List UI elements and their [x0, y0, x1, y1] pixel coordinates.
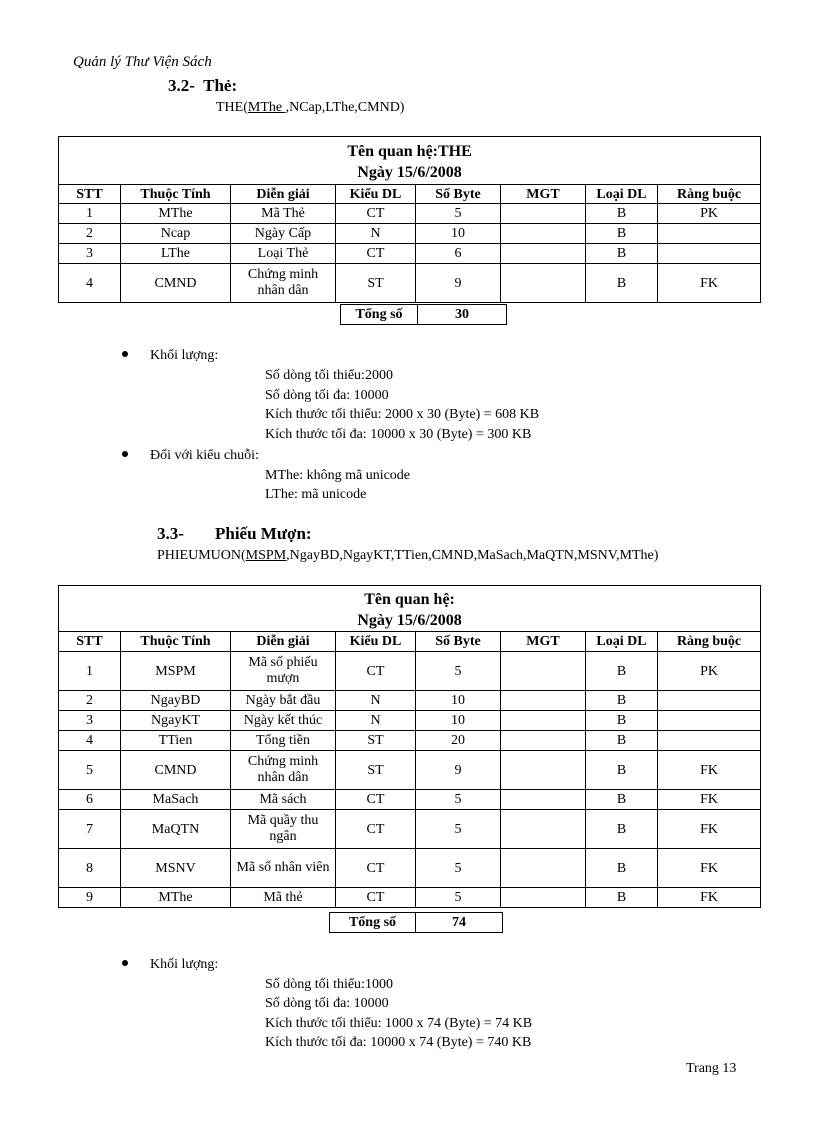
table-cell: NgayKT — [121, 711, 231, 731]
table-cell: 3 — [59, 711, 121, 731]
column-header: Thuộc Tính — [121, 185, 231, 204]
table-cell — [501, 691, 586, 711]
table-cell: Mã quầy thu ngân — [231, 810, 336, 849]
relation-schema — [157, 548, 658, 564]
table-row — [59, 244, 761, 264]
table-cell: Loại Thẻ — [231, 244, 336, 264]
section-number: 3.2- — [168, 76, 195, 95]
table-date: Ngày 15/6/2008 — [357, 611, 462, 629]
bullet-icon — [122, 351, 128, 357]
table-cell: CT — [336, 204, 416, 224]
schema-attributes: ,NCap,LThe,CMND) — [285, 100, 405, 115]
table-cell: Ngày bắt đầu — [231, 691, 336, 711]
table-cell: B — [586, 888, 658, 908]
table-cell: N — [336, 711, 416, 731]
table-cell: Chứng minh nhân dân — [231, 264, 336, 303]
table-cell: FK — [658, 264, 761, 303]
table-cell: 6 — [416, 244, 501, 264]
schema-name: THE( — [216, 100, 248, 115]
page-number: Trang 13 — [686, 1061, 737, 1076]
table-header-row — [59, 185, 761, 204]
table-cell: FK — [658, 790, 761, 810]
bullet-volume-phieumuon — [122, 957, 218, 973]
bullet-label: Khối lượng: — [150, 957, 219, 972]
table-cell: Ngày kết thúc — [231, 711, 336, 731]
relation-table-the — [58, 136, 761, 303]
relation-schema — [216, 100, 404, 116]
string-line: MThe: không mã unicode — [265, 468, 411, 483]
table-cell: 5 — [416, 652, 501, 691]
table-cell: FK — [658, 849, 761, 888]
column-header: Diễn giải — [231, 632, 336, 652]
section-number: 3.3- — [157, 524, 184, 543]
table-cell: 9 — [416, 751, 501, 790]
table-date: Ngày 15/6/2008 — [357, 163, 462, 181]
table-cell: 5 — [416, 204, 501, 224]
column-header: Ràng buộc — [658, 185, 761, 204]
table-cell: 10 — [416, 691, 501, 711]
section-3-2-heading — [168, 76, 237, 96]
table-cell: CT — [336, 244, 416, 264]
table-title-cell — [59, 137, 761, 185]
table-cell: B — [586, 224, 658, 244]
table-row — [59, 790, 761, 810]
table-cell — [658, 711, 761, 731]
volume-line: Số dòng tối đa: 10000 — [265, 996, 389, 1011]
column-header: STT — [59, 632, 121, 652]
table-cell — [501, 751, 586, 790]
table-cell — [501, 731, 586, 751]
table-cell: MSPM — [121, 652, 231, 691]
table-cell: CT — [336, 888, 416, 908]
table-cell: ST — [336, 731, 416, 751]
table-title: Tên quan hệ: — [364, 590, 455, 608]
table-cell — [658, 691, 761, 711]
table-cell: CT — [336, 790, 416, 810]
table-row — [59, 711, 761, 731]
table-title: Tên quan hệ:THE — [347, 142, 472, 160]
total-value: 30 — [418, 305, 507, 325]
table-cell — [501, 652, 586, 691]
table-cell: B — [586, 810, 658, 849]
table-cell: Chứng minh nhân dân — [231, 751, 336, 790]
table-cell: LThe — [121, 244, 231, 264]
table-cell: 4 — [59, 731, 121, 751]
table-cell: PK — [658, 652, 761, 691]
table-cell: B — [586, 790, 658, 810]
table-header-row — [59, 632, 761, 652]
table-cell: 9 — [59, 888, 121, 908]
table-title-cell — [59, 586, 761, 632]
bullet-label: Khối lượng: — [150, 348, 219, 363]
table-row — [59, 849, 761, 888]
table-cell: B — [586, 849, 658, 888]
table-cell — [501, 810, 586, 849]
table-cell: 4 — [59, 264, 121, 303]
table-cell: MSNV — [121, 849, 231, 888]
section-3-3-heading — [157, 524, 312, 544]
table-cell: B — [586, 731, 658, 751]
table-cell: Tổng tiền — [231, 731, 336, 751]
table-row — [59, 888, 761, 908]
column-header: Loại DL — [586, 632, 658, 652]
table-cell: Ncap — [121, 224, 231, 244]
table-cell: 6 — [59, 790, 121, 810]
bullet-volume-the — [122, 348, 218, 364]
table-cell: CMND — [121, 264, 231, 303]
table-cell: MThe — [121, 204, 231, 224]
table-cell: Mã Thẻ — [231, 204, 336, 224]
table-cell: 9 — [416, 264, 501, 303]
table-row — [59, 810, 761, 849]
total-row-phieumuon — [329, 912, 503, 933]
table-cell: 7 — [59, 810, 121, 849]
table-cell: Ngày Cấp — [231, 224, 336, 244]
table-cell — [501, 244, 586, 264]
table-cell — [658, 244, 761, 264]
schema-primary-key: MSPM — [245, 548, 287, 563]
table-cell: B — [586, 264, 658, 303]
table-cell — [501, 711, 586, 731]
table-cell: Mã số nhân viên — [231, 849, 336, 888]
total-row-the — [340, 304, 507, 325]
table-row — [59, 691, 761, 711]
table-cell — [501, 224, 586, 244]
total-label: Tổng số — [341, 305, 418, 325]
volume-line: Số dòng tối thiểu:2000 — [265, 368, 393, 383]
volume-line: Số dòng tối thiểu:1000 — [265, 977, 393, 992]
table-cell: Mã số phiếu mượn — [231, 652, 336, 691]
column-header: Số Byte — [416, 185, 501, 204]
volume-line: Số dòng tối đa: 10000 — [265, 388, 389, 403]
table-cell — [501, 264, 586, 303]
column-header: MGT — [501, 632, 586, 652]
section-title: Phiếu Mượn: — [215, 524, 312, 543]
table-cell: ST — [336, 751, 416, 790]
table-cell: B — [586, 244, 658, 264]
table-row — [59, 204, 761, 224]
table-cell: 5 — [416, 849, 501, 888]
table-cell: 2 — [59, 224, 121, 244]
table-cell: 8 — [59, 849, 121, 888]
string-line: LThe: mã unicode — [265, 487, 367, 502]
table-cell — [501, 790, 586, 810]
table-row — [59, 224, 761, 244]
table-cell — [658, 731, 761, 751]
schema-primary-key: MThe — [247, 100, 286, 115]
table-cell: N — [336, 691, 416, 711]
relation-table-phieumuon — [58, 585, 761, 908]
bullet-string-types — [122, 448, 259, 464]
bullet-label: Đối với kiểu chuỗi: — [150, 448, 259, 463]
table-cell: 5 — [416, 810, 501, 849]
table-cell: B — [586, 691, 658, 711]
table-row — [59, 731, 761, 751]
column-header: Số Byte — [416, 632, 501, 652]
table-cell — [501, 204, 586, 224]
table-cell: 2 — [59, 691, 121, 711]
table-cell — [658, 224, 761, 244]
table-cell: 1 — [59, 652, 121, 691]
table-cell: FK — [658, 888, 761, 908]
table-cell: B — [586, 711, 658, 731]
table-cell: PK — [658, 204, 761, 224]
volume-line: Kích thước tối đa: 10000 x 74 (Byte) = 740 KB — [265, 1035, 532, 1050]
table-cell: B — [586, 204, 658, 224]
column-header: Kiểu DL — [336, 632, 416, 652]
schema-name: PHIEUMUON( — [157, 548, 246, 563]
table-cell: 5 — [59, 751, 121, 790]
document-header: Quản lý Thư Viện Sách — [73, 54, 212, 70]
table-cell: FK — [658, 810, 761, 849]
table-cell: N — [336, 224, 416, 244]
table-row — [59, 652, 761, 691]
table-cell: ST — [336, 264, 416, 303]
table-cell — [501, 888, 586, 908]
bullet-icon — [122, 960, 128, 966]
table-cell: 5 — [416, 888, 501, 908]
table-cell: Mã sách — [231, 790, 336, 810]
table-cell: NgayBD — [121, 691, 231, 711]
table-cell: CMND — [121, 751, 231, 790]
table-cell: 3 — [59, 244, 121, 264]
total-label: Tổng số — [330, 913, 416, 933]
table-cell: MThe — [121, 888, 231, 908]
column-header: MGT — [501, 185, 586, 204]
total-value: 74 — [416, 913, 503, 933]
table-cell: 10 — [416, 711, 501, 731]
table-cell: TTien — [121, 731, 231, 751]
table-cell: CT — [336, 849, 416, 888]
column-header: Ràng buộc — [658, 632, 761, 652]
table-cell: 20 — [416, 731, 501, 751]
column-header: Thuộc Tính — [121, 632, 231, 652]
table-cell: 5 — [416, 790, 501, 810]
table-cell — [501, 849, 586, 888]
table-cell: MaSach — [121, 790, 231, 810]
column-header: STT — [59, 185, 121, 204]
table-row — [59, 264, 761, 303]
column-header: Kiểu DL — [336, 185, 416, 204]
volume-line: Kích thước tối đa: 10000 x 30 (Byte) = 300 KB — [265, 427, 532, 442]
table-cell: 1 — [59, 204, 121, 224]
table-cell: 10 — [416, 224, 501, 244]
table-cell: FK — [658, 751, 761, 790]
table-cell: CT — [336, 652, 416, 691]
table-cell: Mã thẻ — [231, 888, 336, 908]
volume-line: Kích thước tối thiểu: 1000 x 74 (Byte) = 74 KB — [265, 1016, 533, 1031]
section-title: Thẻ: — [203, 76, 238, 95]
column-header: Loại DL — [586, 185, 658, 204]
table-row — [59, 751, 761, 790]
table-cell: B — [586, 751, 658, 790]
bullet-icon — [122, 451, 128, 457]
table-cell: B — [586, 652, 658, 691]
table-cell: MaQTN — [121, 810, 231, 849]
volume-line: Kích thước tối thiểu: 2000 x 30 (Byte) = 608 KB — [265, 407, 540, 422]
column-header: Diễn giải — [231, 185, 336, 204]
schema-attributes: ,NgayBD,NgayKT,TTien,CMND,MaSach,MaQTN,MSNV,MThe) — [286, 548, 659, 563]
table-cell: CT — [336, 810, 416, 849]
